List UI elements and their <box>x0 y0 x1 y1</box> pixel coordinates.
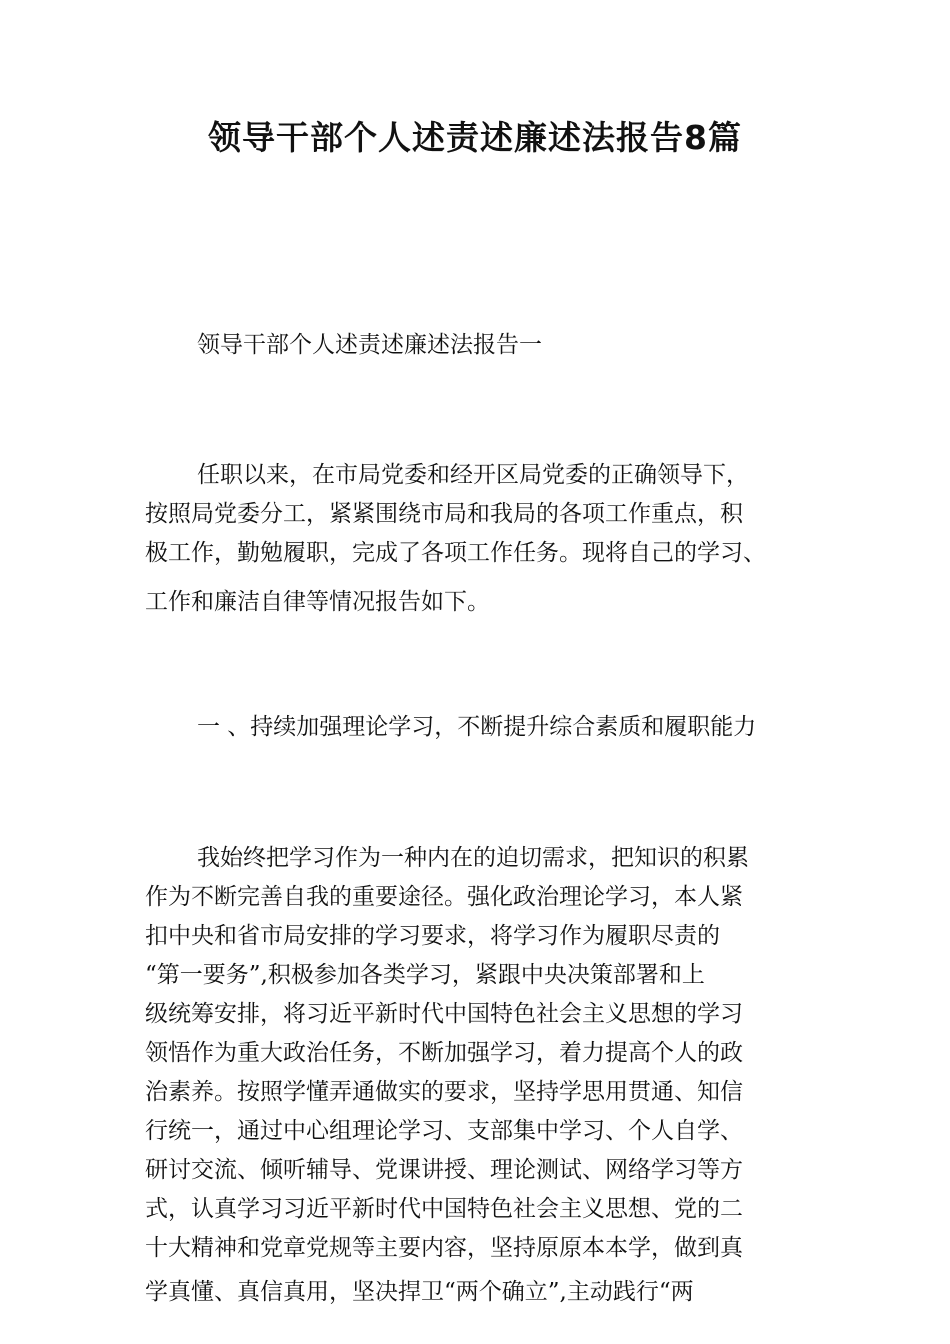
paragraph-line: 级统筹安排，将习近平新时代中国特色社会主义思想的学习 <box>145 1001 743 1027</box>
paragraph-line: 作为不断完善自我的重要途径。强化政治理论学习，本人紧 <box>145 884 743 910</box>
paragraph-line: 研讨交流、倾听辅导、党课讲授、理论测试、网络学习等方 <box>145 1157 743 1183</box>
body-paragraph <box>145 839 807 1312</box>
document-title: 领导干部个人述责述廉述法报告8篇 <box>208 118 742 157</box>
intro-paragraph <box>145 456 807 622</box>
paragraph-line: 我始终把学习作为一种内在的迫切需求，把知识的积累 <box>197 845 749 871</box>
paragraph-line: 扣中央和省市局安排的学习要求，将学习作为履职尽责的 <box>145 923 720 949</box>
paragraph-line: 治素养。按照学懂弄通做实的要求，坚持学思用贯通、知信 <box>145 1079 743 1105</box>
paragraph-line: 极工作，勤勉履职，完成了各项工作任务。现将自己的学习、 <box>145 540 766 566</box>
paragraph-line: 工作和廉洁自律等情况报告如下。 <box>145 589 490 615</box>
paragraph-line: 行统一，通过中心组理论学习、支部集中学习、个人自学、 <box>145 1118 743 1144</box>
paragraph-line: 任职以来，在市局党委和经开区局党委的正确领导下， <box>197 462 749 488</box>
paragraph-line: 十大精神和党章党规等主要内容，坚持原原本本学，做到真 <box>145 1235 743 1261</box>
section-heading: 领导干部个人述责述廉述法报告一 <box>197 332 542 358</box>
paragraph-line: 领悟作为重大政治任务，不断加强学习，着力提高个人的政 <box>145 1040 743 1066</box>
paragraph-line: “第一要务”,积极参加各类学习，紧跟中央决策部署和上 <box>145 962 705 988</box>
paragraph-line: 式，认真学习习近平新时代中国特色社会主义思想、党的二 <box>145 1196 743 1222</box>
paragraph-line: 学真懂、真信真用，坚决捍卫“两个确立”,主动践行“两 <box>145 1279 694 1305</box>
paragraph-line: 按照局党委分工，紧紧围绕市局和我局的各项工作重点，积 <box>145 501 743 527</box>
subsection-heading: 一 、持续加强理论学习，不断提升综合素质和履职能力 <box>197 714 757 740</box>
